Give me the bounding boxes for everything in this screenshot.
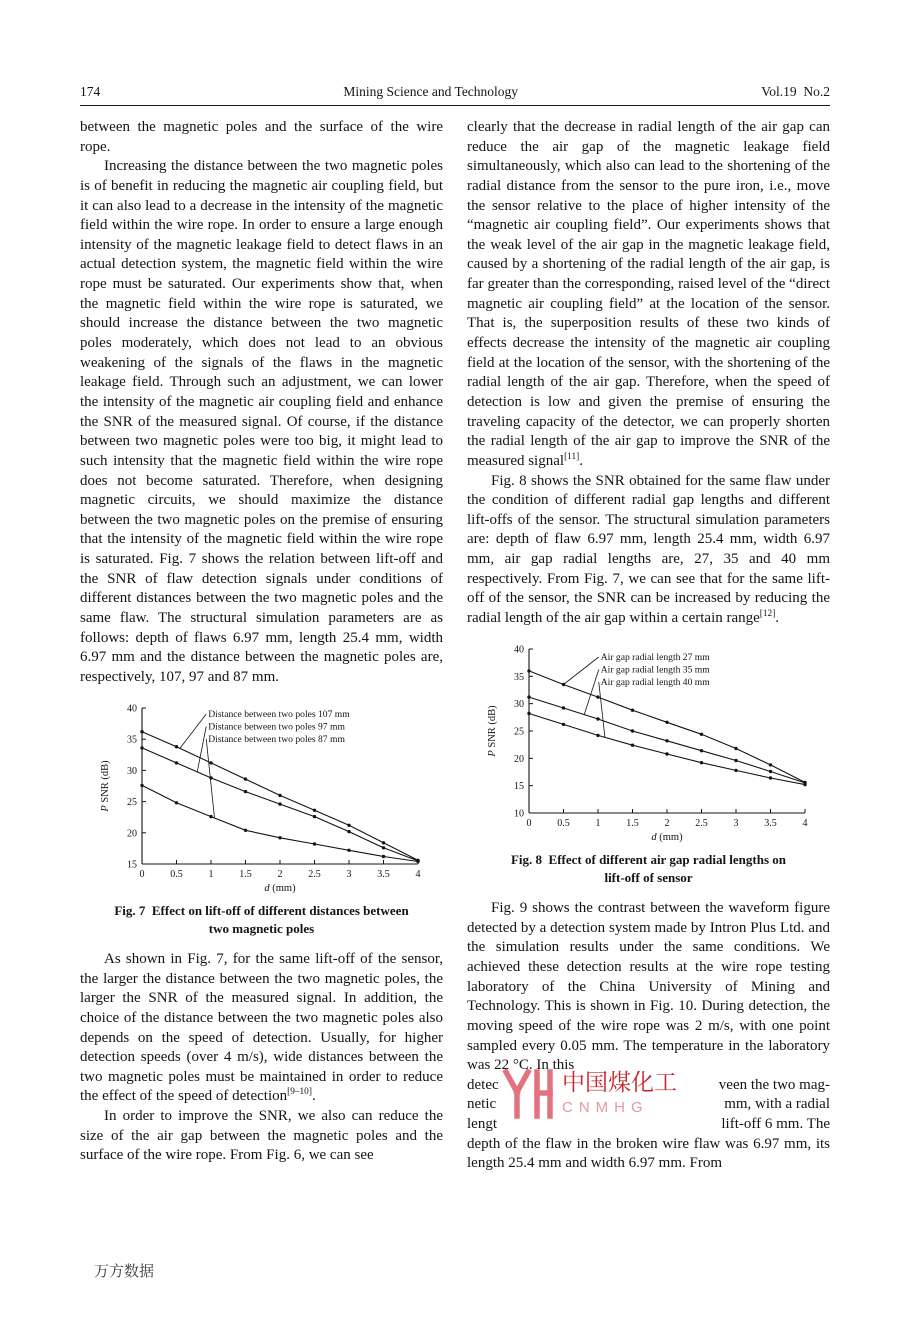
journal-title: Mining Science and Technology xyxy=(343,84,519,99)
svg-text:35: 35 xyxy=(513,671,524,683)
paragraph-text: As shown in Fig. 7, for the same lift-off of the sensor, the larger the distance between the two magnetic poles, the larger the SNR of the measured signal. In addition, the choice of the distance between the two magnetic poles also depends on the speed of detection. Usually, for higher detection speeds (over 4 m/s), wide distances between the two magnetic poles must be maintained in order to reduce the effect of the speed of detection xyxy=(80,950,443,1105)
svg-text:10: 10 xyxy=(513,808,524,820)
svg-text:2.5: 2.5 xyxy=(307,868,321,880)
cnmhg-logo-icon xyxy=(501,1066,555,1122)
paragraph-text: . xyxy=(579,452,583,469)
svg-text:0: 0 xyxy=(139,868,144,880)
fig7-caption xyxy=(86,902,437,938)
cnmhg-watermark xyxy=(501,1066,677,1122)
text-fragment: netic xyxy=(467,1096,497,1113)
text-fragment: veen the two mag- xyxy=(718,1076,830,1093)
watermark-latin-text: CNMHG xyxy=(562,1099,649,1117)
page-header xyxy=(80,84,830,106)
paragraph-text: clearly that the decrease in radial length of the air gap can reduce the air gap of the magnetic leakage field simultaneously, which also can lead to the shortening of the radial distance from the sensor to the pure iron, i.e., move the sensor relative to the place of higher intensity of the “magnetic air coupling field”. Our experiments shows that the weak level of the air gap in the magnetic leakage field, caused by a shortening of the radial length of the air gap, is far greater than the corresponding, raised level of the “direct magnetic air coupling field” at the location of the sensor. That is, the superposition results of these two kinds of effects decrease the intensity of the magnetic air coupling field at the location of the sensor, with the shortening of the radial length of the air gap. Therefore, when the speed of detection is low and given the premise of ensuring the traveling capacity of the detector, we can properly shorten the radial length of the air gap to improve the SNR of the measured signal xyxy=(467,119,830,469)
svg-text:0.5: 0.5 xyxy=(556,817,570,829)
svg-text:35: 35 xyxy=(126,734,137,746)
svg-text:20: 20 xyxy=(126,827,137,839)
left-column xyxy=(80,118,443,1174)
svg-text:3: 3 xyxy=(733,817,738,829)
svg-text:1.5: 1.5 xyxy=(625,817,639,829)
svg-text:40: 40 xyxy=(513,644,524,656)
fig8-chart xyxy=(483,641,815,847)
paragraph: In order to improve the SNR, we also can reduce the size of the air gap between the magnetic poles and the surface of the wire rope. From Fig. 6, we can see xyxy=(80,1108,443,1164)
paragraph-text: Fig. 8 shows the SNR obtained for the same flaw under the condition of different radial gap lengths and different lift-offs of the sensor. The structural simulation parameters are: depth of flaw 6.97 mm, length 25.4 mm, width 6.97 mm, air gap radial lengths are, 27, 35 and 40 mm respectively. From Fig. 7, we can see that for the same lift-off of the sensor, the SNR can be increased by reducing the radial length of the air gap within a certain range xyxy=(467,472,830,627)
fig8-caption-line2: lift-off of sensor xyxy=(604,869,693,885)
svg-text:0.5: 0.5 xyxy=(169,868,183,880)
paragraph: Fig. 9 shows the contrast between the waveform figure detected by a detection system made by Intron Plus Ltd. and the simulation results under the same conditions. We achieved these detection results at the wire rope testing laboratory of the China University of Mining and Technology. This is shown in Fig. 10. During detection, the moving speed of the wire rope was 2 m/s, with one point sampled every 0.05 mm. The temperature in the laboratory was 22 °C. In this xyxy=(467,900,830,1074)
svg-text:1: 1 xyxy=(595,817,600,829)
svg-text:3: 3 xyxy=(346,868,351,880)
svg-text:1.5: 1.5 xyxy=(238,868,252,880)
svg-text:2: 2 xyxy=(277,868,282,880)
svg-text:0: 0 xyxy=(526,817,531,829)
volume-issue: Vol.19 No.2 xyxy=(761,84,830,99)
svg-text:30: 30 xyxy=(513,698,524,710)
svg-text:Air gap radial length 27 mm: Air gap radial length 27 mm xyxy=(600,651,710,663)
svg-text:25: 25 xyxy=(126,796,137,808)
reference-superscript: [11] xyxy=(564,451,580,462)
fig7-chart xyxy=(96,700,428,898)
svg-text:d (mm): d (mm) xyxy=(263,882,296,894)
paragraph xyxy=(467,118,830,472)
svg-text:3.5: 3.5 xyxy=(376,868,390,880)
svg-text:15: 15 xyxy=(126,859,137,871)
svg-text:P SNR (dB): P SNR (dB) xyxy=(99,759,111,812)
paragraph xyxy=(80,950,443,1107)
svg-text:20: 20 xyxy=(513,753,524,765)
svg-text:1: 1 xyxy=(208,868,213,880)
wanfang-data-footer: 万方数据 xyxy=(94,1264,155,1280)
paragraph: depth of the flaw in the broken wire flaw was 6.97 mm, its length 25.4 mm and width 6.97 mm. From xyxy=(467,1135,830,1172)
right-column xyxy=(467,118,830,1174)
paragraph: between the magnetic poles and the surface of the wire rope. xyxy=(80,119,443,155)
watermark-chinese-text: 中国煤化工 xyxy=(562,1068,677,1095)
svg-text:3.5: 3.5 xyxy=(763,817,777,829)
text-fragment: mm, with a radial xyxy=(724,1096,830,1113)
fig8-caption xyxy=(473,851,824,887)
svg-text:Air gap radial length 40 mm: Air gap radial length 40 mm xyxy=(600,676,710,688)
watermark-text xyxy=(562,1070,677,1118)
svg-text:Air gap radial length 35 mm: Air gap radial length 35 mm xyxy=(600,664,710,676)
svg-text:d (mm): d (mm) xyxy=(650,831,683,843)
reference-superscript: [9–10] xyxy=(287,1087,312,1098)
svg-text:2: 2 xyxy=(664,817,669,829)
fig8-caption-line1: Fig. 8 Effect of different air gap radial lengths on xyxy=(510,851,787,867)
paragraph-text: . xyxy=(311,1088,316,1105)
page-number: 174 xyxy=(80,84,101,99)
figure-7 xyxy=(80,700,443,898)
svg-text:25: 25 xyxy=(513,726,524,738)
figure-8 xyxy=(467,641,830,847)
svg-text:4: 4 xyxy=(415,868,420,880)
paragraph: Increasing the distance between the two magnetic poles is of benefit in reducing the magnetic air coupling field, but it can also lead to a decrease in the intensity of the magnetic field within the wire rope. In order to ensure a large enough intensity of the magnetic leakage field to detect flaws in an actual detection system, the magnetic field within the wire rope must be saturated. Our experiments show that, when the magnetic field within the wire rope is saturated, we should increase the distance between the two magnetic poles moderately, which does not lead to an obvious weakening of the signals of the flaws in the magnetic leakage field. Through such an adjustment, we can lower the intensity of the magnetic air coupling field and enhance the SNR of the measured signal. Of course, if the distance between two magnetic poles were too big, it might lead to such intensity that the magnetic field within the wire rope does not become saturated. Therefore, when designing magnetic circuits, we should maximize the distance between the two magnetic poles on the premise of ensuring that the intensity of the magnetic field within the wire rope is saturated. Fig. 7 shows the relation between lift-off and the SNR of flaw detection signals under conditions of different distances between the two magnetic poles and the same flaw. The structural simulation parameters are as follows: depth of flaws 6.97 mm, length 25.4 mm, width 6.97 mm and the distance between the magnetic poles are, respectively, 107, 97 and 87 mm. xyxy=(80,158,443,685)
paragraph xyxy=(467,472,830,629)
svg-text:15: 15 xyxy=(513,780,524,792)
text-fragment: lengt xyxy=(467,1116,497,1133)
fig7-caption-line1: Fig. 7 Effect on lift-off of different distances between xyxy=(114,902,409,918)
svg-text:30: 30 xyxy=(126,765,137,777)
text-fragment: lift-off 6 mm. The xyxy=(721,1116,830,1133)
fig7-caption-line2: two magnetic poles xyxy=(208,920,315,936)
svg-text:2.5: 2.5 xyxy=(694,817,708,829)
paragraph-text: . xyxy=(775,610,780,627)
text-fragment: detec xyxy=(467,1076,499,1093)
svg-text:Distance between two poles 87: Distance between two poles 87 mm xyxy=(207,733,345,745)
svg-text:4: 4 xyxy=(802,817,807,829)
svg-text:P SNR (dB): P SNR (dB) xyxy=(486,704,498,757)
watermark-overlap-block xyxy=(467,1068,830,1135)
svg-text:40: 40 xyxy=(126,703,137,715)
reference-superscript: [12] xyxy=(759,609,776,620)
svg-text:Distance between two poles 97: Distance between two poles 97 mm xyxy=(207,721,345,733)
two-column-body xyxy=(80,118,830,1174)
svg-text:Distance between two poles 107: Distance between two poles 107 mm xyxy=(207,708,350,720)
